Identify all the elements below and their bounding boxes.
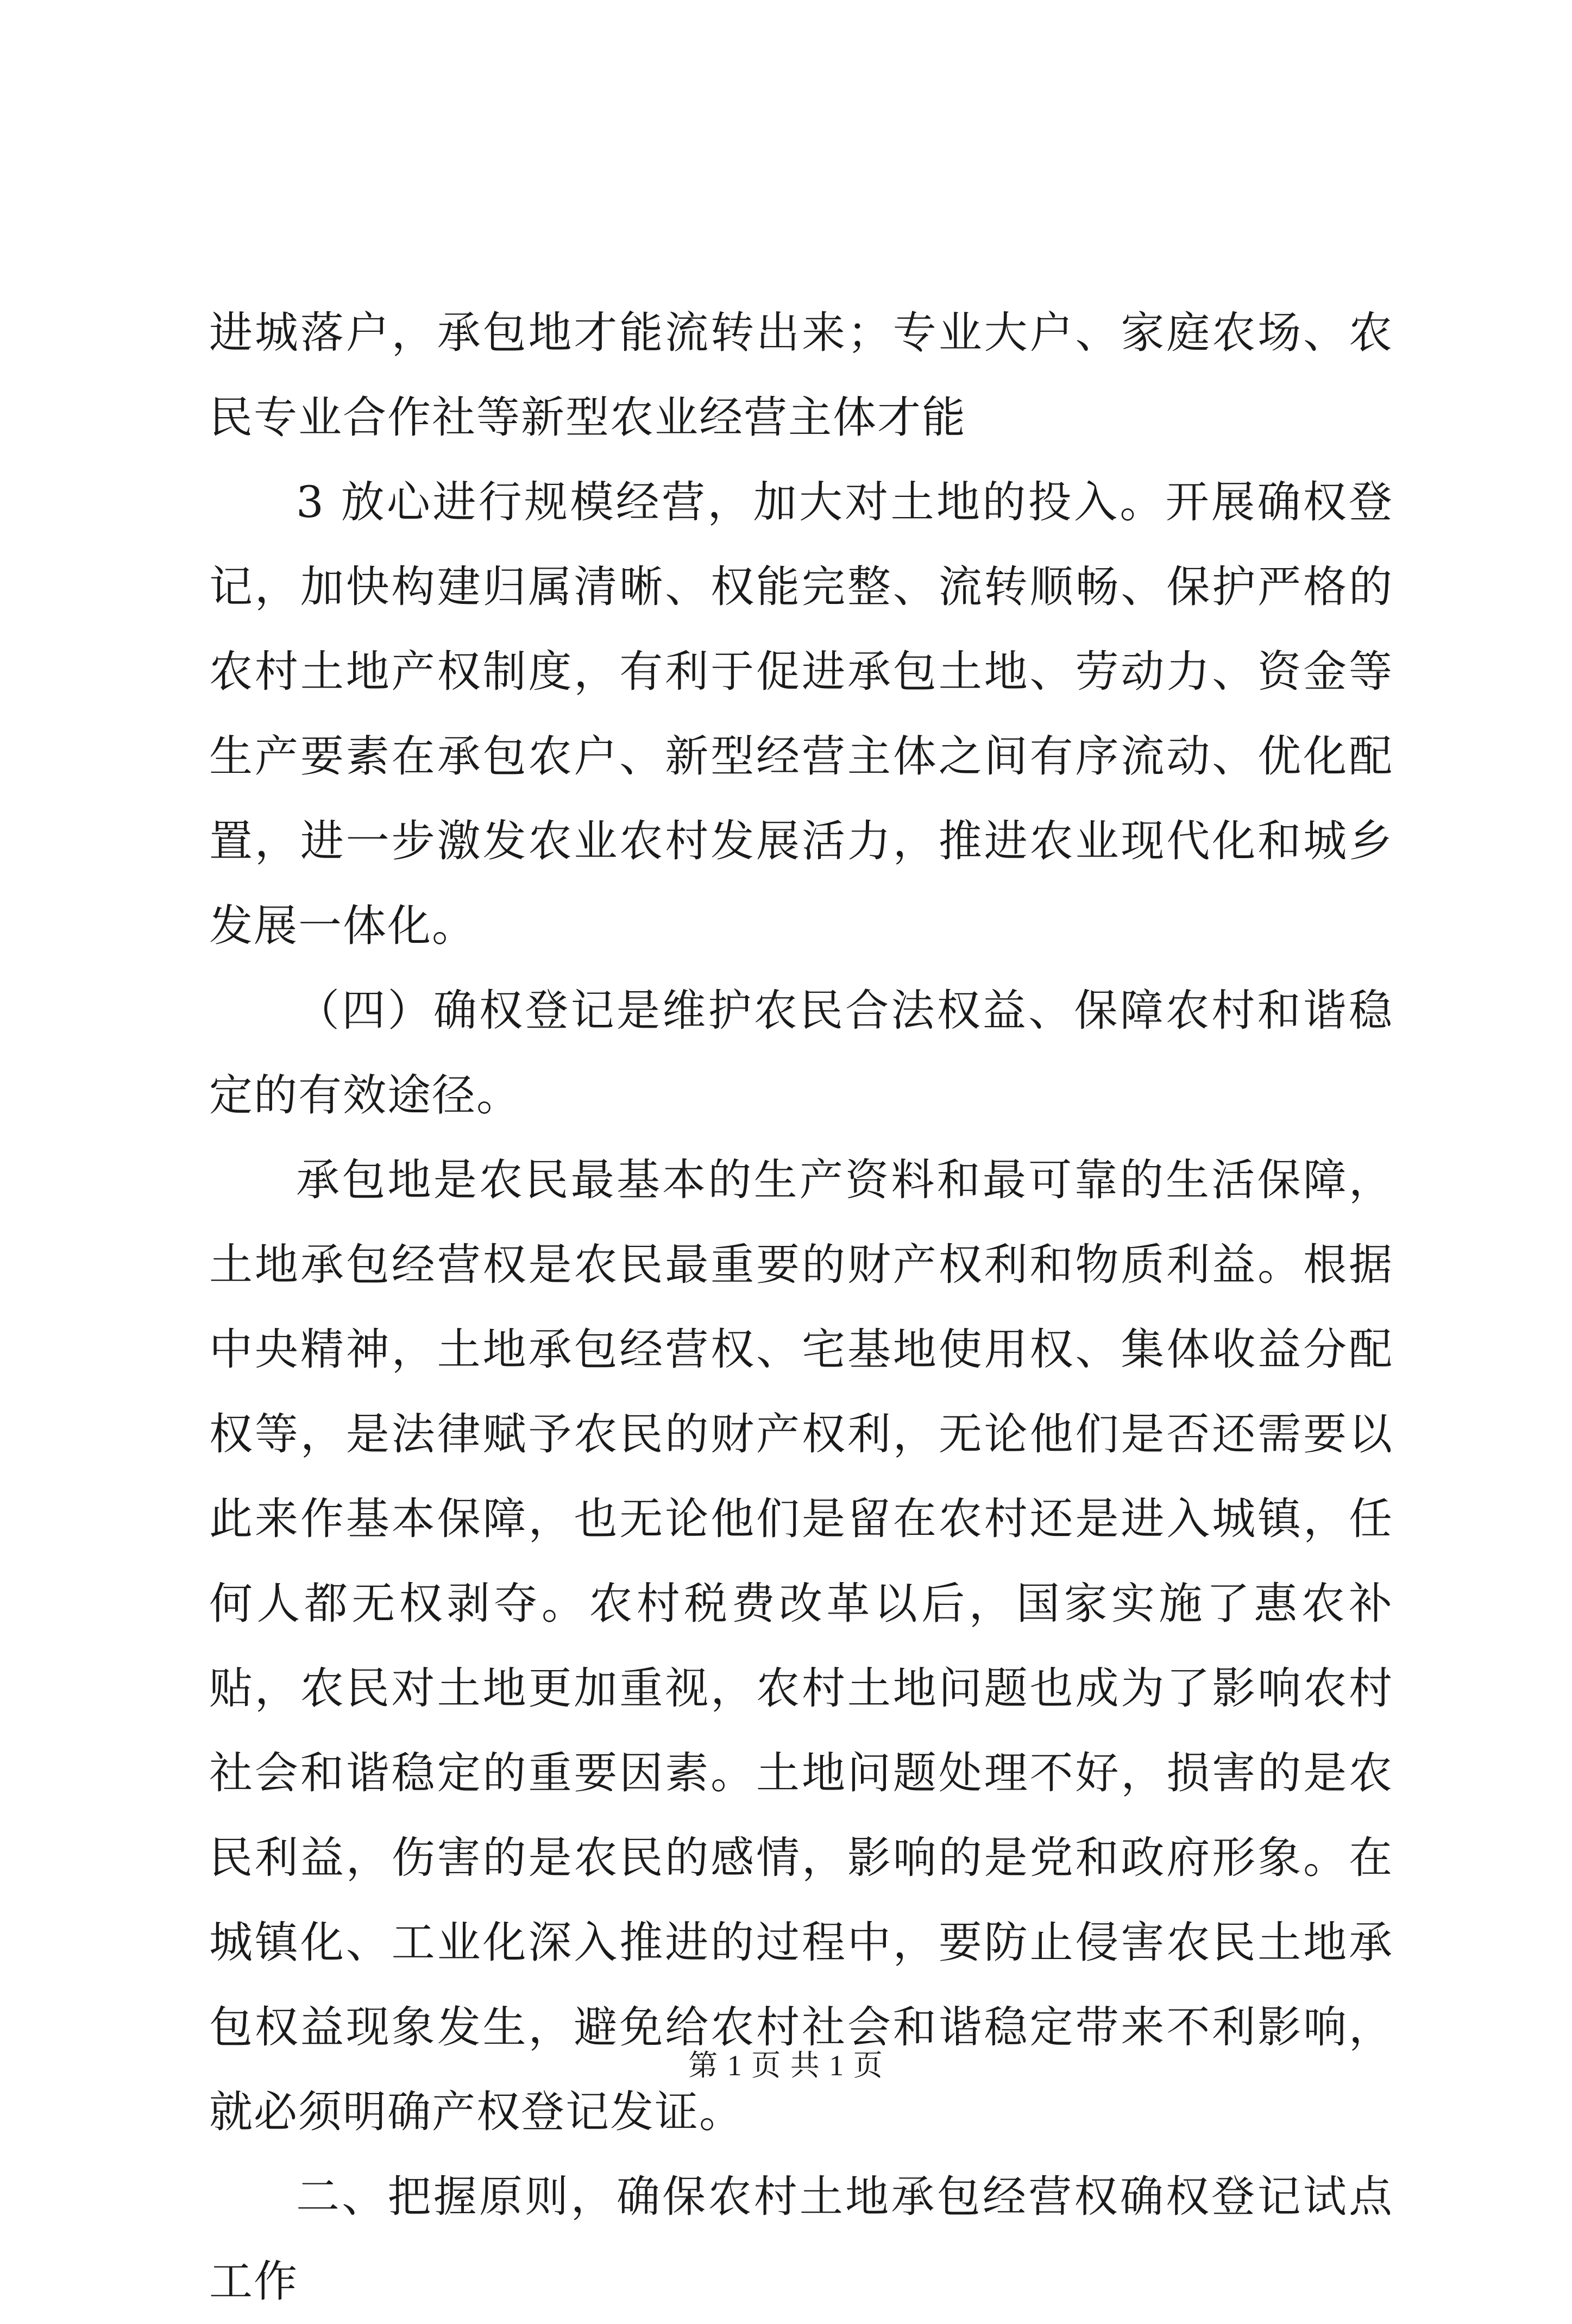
- document-body: [209, 291, 1393, 2324]
- section-heading-2: 二、把握原则，确保农村土地承包经营权确权登记试点工作: [209, 2171, 1393, 2307]
- paragraph-continuation: 进城落户，承包地才能流转出来；专业大户、家庭农场、农民专业合作社等新型农业经营主体才能: [209, 307, 1393, 443]
- section-heading-4: （四）确权登记是维护农民合法权益、保障农村和谐稳定的有效途径。: [209, 985, 1393, 1120]
- paragraph-farmer-rights: 承包地是农民最基本的生产资料和最可靠的生活保障，土地承包经营权是农民最重要的财产权利和物质利益。根据中央精神，土地承包经营权、宅基地使用权、集体收益分配权等，是法律赋予农民的财产权利，无论他们是否还需要以此来作基本保障，也无论他们是留在农村还是进入城镇，任何人都无权剥夺。农村税费改革以后，国家实施了惠农补贴，农民对土地更加重视，农村土地问题也成为了影响农村社会和谐稳定的重要因素。土地问题处理不好，损害的是农民利益，伤害的是农民的感情，影响的是党和政府形象。在城镇化、工业化深入推进的过程中，要防止侵害农民土地承包权益现象发生，避免给农村社会和谐稳定带来不利影响，就必须明确产权登记发证。: [209, 1155, 1393, 2137]
- paragraph-scale-operation: 3 放心进行规模经营，加大对土地的投入。开展确权登记，加快构建归属清晰、权能完整、流转顺畅、保护严格的农村土地产权制度，有利于促进承包土地、劳动力、资金等生产要素在承包农户、新型经营主体之间有序流动、优化配置，进一步激发农业农村发展活力，推进农业现代化和城乡发展一体化。: [209, 477, 1393, 951]
- page-footer: 第 1 页 共 1 页: [688, 2049, 884, 2082]
